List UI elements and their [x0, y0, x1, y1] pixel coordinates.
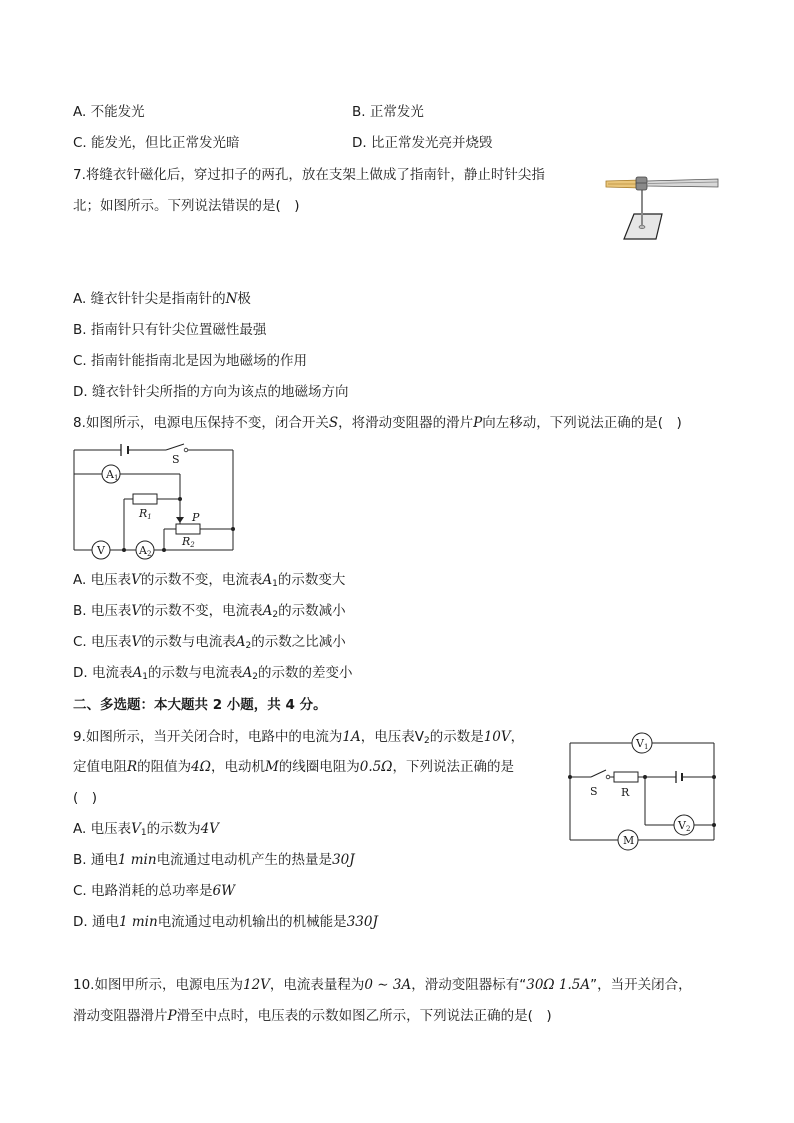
q9-option-c: C. 电路消耗的总功率是6W [73, 883, 235, 899]
q6-option-d: D. 比正常发光亮并烧毁 [352, 135, 493, 151]
q10-stem-line1: 10.如图甲所示，电源电压为12V，电流表量程为0 ∼ 3A，滑动变阻器标有“30Ω 1.5A”，当开关闭合， [73, 977, 692, 993]
q8-switch-label: S [172, 453, 180, 466]
q9-option-d: D. 通电1 min电流通过电动机输出的机械能是330J [73, 914, 378, 930]
q9-resistor-label: R [621, 786, 630, 799]
q8-slider-label: P [192, 511, 200, 524]
q9-voltmeter-v1-label: V1 [636, 737, 649, 751]
q8-option-d: D. 电流表$A_1$的示数与电流表$A_2$的示数的差变小 [73, 665, 353, 682]
q6-option-a: A. 不能发光 [73, 104, 145, 120]
compass-needle-figure [600, 168, 725, 243]
q9-stem-line2: 定值电阻R的阻值为4Ω，电动机M的线圈电阻为0.5Ω，下列说法正确的是 [73, 759, 514, 775]
q8-ammeter-a1-label: A1 [106, 468, 119, 482]
q7-option-a: A. 缝衣针针尖是指南针的N极 [73, 291, 251, 307]
q7-stem-line2: 北；如图所示。下列说法错误的是( ) [73, 198, 300, 214]
q10-stem-line2: 滑动变阻器滑片P滑至中点时，电压表的示数如图乙所示，下列说法正确的是( ) [73, 1008, 552, 1024]
q7-option-c: C. 指南针能指南北是因为地磁场的作用 [73, 353, 308, 369]
q8-option-c: C. 电压表V的示数与电流表$A_2$的示数之比减小 [73, 634, 346, 651]
q8-voltmeter-label: V [97, 544, 105, 557]
q9-option-b: B. 通电1 min电流通过电动机产生的热量是30J [73, 852, 355, 868]
q8-stem: 8.如图所示，电源电压保持不变，闭合开关S，将滑动变阻器的滑片P向左移动，下列说法正确的是( ) [73, 415, 682, 431]
q6-option-c: C. 能发光，但比正常发光暗 [73, 135, 240, 151]
q8-r2-label: R2 [182, 535, 195, 549]
q8-r1-label: R1 [139, 507, 152, 521]
q8-ammeter-a2-label: A2 [139, 544, 152, 558]
q8-option-b: B. 电压表V的示数不变，电流表$A_2$的示数减小 [73, 603, 346, 620]
q7-option-d: D. 缝衣针针尖所指的方向为该点的地磁场方向 [73, 384, 349, 400]
q8-option-a: A. 电压表V的示数不变，电流表$A_1$的示数变大 [73, 572, 346, 589]
q7-option-b: B. 指南针只有针尖位置磁性最强 [73, 322, 267, 338]
q9-stem-line1: 9.如图所示，当开关闭合时，电路中的电流为1A，电压表$V_2$的示数是10V， [73, 729, 525, 746]
section-heading-multiple-choice: 二、多选题：本大题共 2 小题，共 4 分。 [73, 697, 327, 713]
q6-option-b: B. 正常发光 [352, 104, 424, 120]
q9-circuit-diagram [564, 733, 720, 859]
q9-stem-line3: ( ) [73, 790, 98, 806]
q9-voltmeter-v2-label: V2 [678, 819, 691, 833]
q9-switch-label: S [590, 785, 598, 798]
q8-circuit-diagram [66, 442, 241, 564]
q9-motor-label: M [623, 834, 635, 847]
q9-option-a: A. 电压表$V_1$的示数为4V [73, 821, 219, 838]
q7-stem-line1: 7.将缝衣针磁化后，穿过扣子的两孔，放在支架上做成了指南针，静止时针尖指 [73, 167, 545, 183]
